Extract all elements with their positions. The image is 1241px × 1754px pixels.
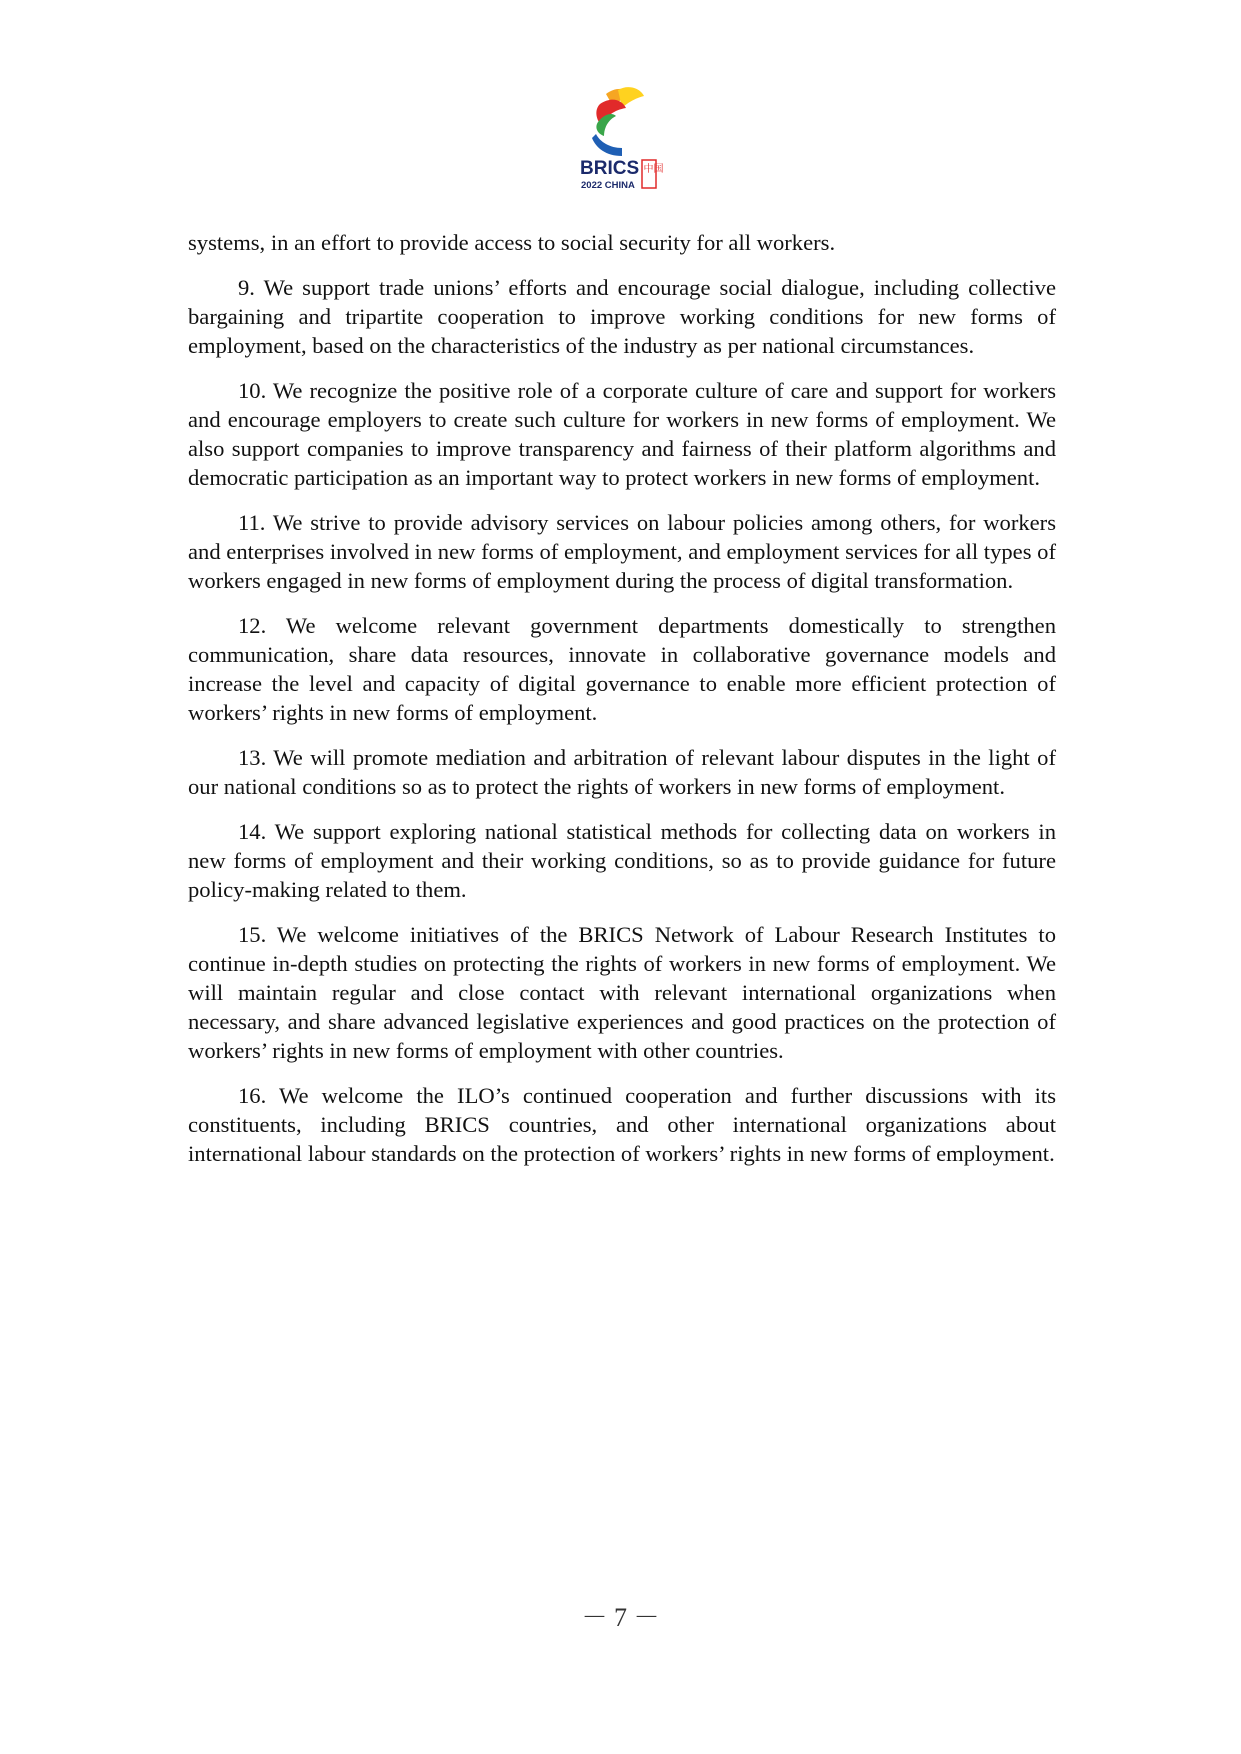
page-number: － 7 － [581, 1603, 660, 1632]
paragraph-10: 10. We recognize the positive role of a corporate culture of care and support for workers and encourage employers to create such culture for workers in new forms of employment. We also support companies to improve transparency and fairness of their platform algorithms and democratic participation as an important way to protect workers in new forms of employment. [188, 378, 1056, 490]
paragraph-13: 13. We will promote mediation and arbitration of relevant labour disputes in the light of our national conditions so as to protect the rights of workers in new forms of employment. [188, 745, 1056, 799]
logo-subtext: 2022 CHINA [581, 180, 635, 191]
paragraph-15: 15. We welcome initiatives of the BRICS Network of Labour Research Institutes to continue in-depth studies on protecting the rights of workers in new forms of employment. We will maintain regular and close contact with relevant international organizations when necessary, and share advanced legislative experiences and good practices on the protection of workers’ rights in new forms of employment with other countries. [188, 922, 1056, 1063]
document-body [188, 228, 1056, 1184]
paragraph-continuation: systems, in an effort to provide access to social security for all workers. [188, 230, 836, 255]
paragraph-9: 9. We support trade unions’ efforts and encourage social dialogue, including collective bargaining and tripartite cooperation to improve working conditions for new forms of employment, based on the characteristics of the industry as per national circumstances. [188, 275, 1056, 358]
logo-seal: 中国 [643, 164, 664, 175]
logo-text: BRICS [580, 158, 640, 179]
brics-emblem-icon [560, 84, 680, 204]
paragraph-14: 14. We support exploring national statistical methods for collecting data on workers in new forms of employment and their working conditions, so as to provide guidance for future policy-making related to them. [188, 819, 1056, 902]
paragraph-12: 12. We welcome relevant government departments domestically to strengthen communication, share data resources, innovate in collaborative governance models and increase the level and capacity of digital governance to enable more efficient protection of workers’ rights in new forms of employment. [188, 613, 1056, 725]
paragraph-11: 11. We strive to provide advisory services on labour policies among others, for workers and enterprises involved in new forms of employment, and employment services for all types of workers engaged in new forms of employment during the process of digital transformation. [188, 510, 1056, 593]
paragraph-16: 16. We welcome the ILO’s continued cooperation and further discussions with its constituents, including BRICS countries, and other international organizations about international labour standards on the protection of workers’ rights in new forms of employment. [188, 1083, 1056, 1166]
brics-2022-china-logo [560, 84, 680, 204]
